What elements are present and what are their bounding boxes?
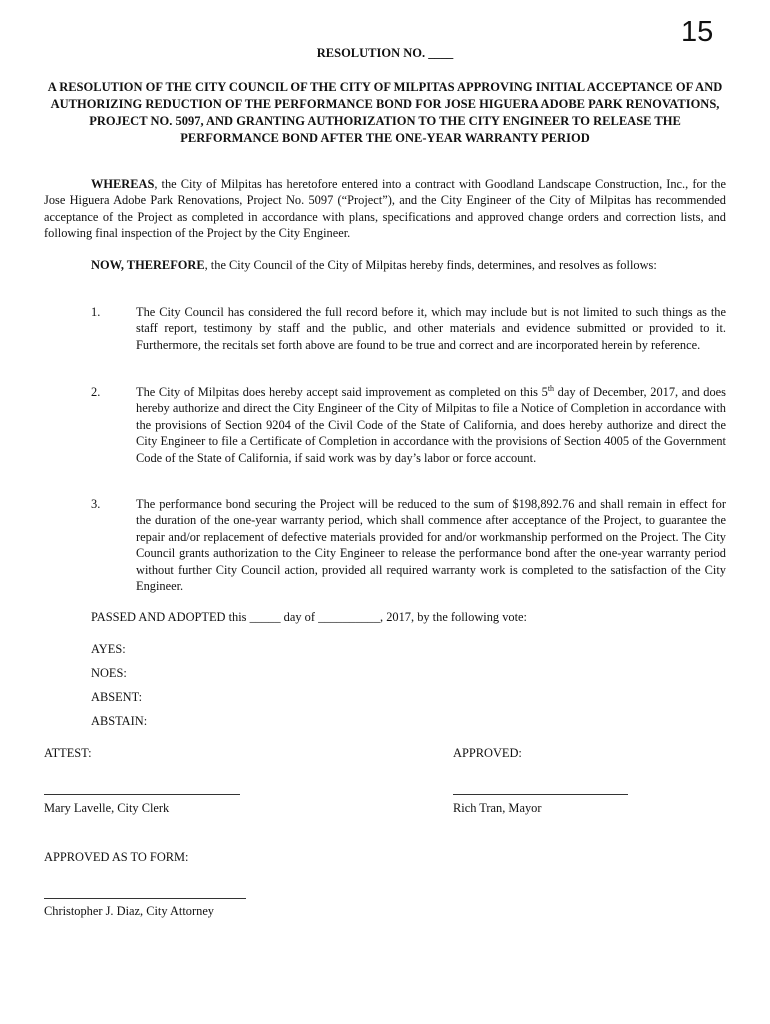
approved-label: APPROVED: — [453, 746, 522, 760]
item-2-text-a: The City of Milpitas does hereby accept said improvement as completed on this 5 — [136, 385, 548, 399]
mayor-signature-line — [453, 794, 628, 795]
vote-absent: ABSENT: — [91, 690, 143, 704]
now-therefore-text: , the City Council of the City of Milpitas hereby finds, determines, and resolves as follows: — [204, 258, 657, 272]
item-number-3: 3. — [91, 497, 101, 511]
item-number-2: 2. — [91, 385, 101, 399]
clerk-signature-line — [44, 794, 240, 795]
resolution-number: RESOLUTION NO. ____ — [316, 46, 454, 60]
item-2-ordinal: th — [547, 383, 555, 393]
attorney-name: Christopher J. Diaz, City Attorney — [44, 904, 215, 918]
now-therefore-lead: NOW, THEREFORE — [91, 258, 205, 272]
vote-noes: NOES: — [91, 666, 127, 680]
item-text-3: The performance bond securing the Project will be reduced to the sum of $198,892.76 and shall remain in effect for the duration of the one-year warranty period, which shall commence after acceptance of the Project, to guarantee the repair and/or replacement of defective materials provided for and/or workmanship performed on the Project. The City Council grants authorization to the City Engineer to release the performance bond after the one-year warranty period without further City Council action, provided all required warranty work is completed to the satisfaction of the City Engineer. — [136, 497, 726, 594]
whereas-text: , the City of Milpitas has heretofore entered into a contract with Goodland Landscape Construction, Inc., for the Jose Higuera Adobe Park Renovations, Project No. 5097 (“Project”), and the City Engineer of the City of Milpitas has recommended acceptance of the Project as completed in accordance with plans, specifications and approved change orders and correction lists, and following final inspection of the Project by the City Engineer. — [44, 177, 726, 241]
attorney-signature-line — [44, 898, 246, 899]
item-text-1: The City Council has considered the full record before it, which may include but is not limited to such things as the staff report, testimony by staff and the public, and other materials and evidence submitted or provided to it. Furthermore, the recitals set forth above are found to be true and correct and are incorporated herein by reference. — [136, 305, 726, 352]
resolution-title: A RESOLUTION OF THE CITY COUNCIL OF THE CITY OF MILPITAS APPROVING INITIAL ACCEPTANCE OF AND AUTHORIZING REDUCTION OF THE PERFORMANCE BOND FOR JOSE HIGUERA ADOBE PARK RENOVATIONS, PROJECT NO. 5097, AND GRANTING AUTHORIZATION TO THE CITY ENGINEER TO RELEASE THE PERFORMANCE BOND AFTER THE ONE-YEAR WARRANTY PERIOD — [47, 80, 723, 145]
now-therefore-paragraph — [44, 257, 726, 273]
passed-adopted-line: PASSED AND ADOPTED this _____ day of __________, 2017, by the following vote: — [91, 610, 527, 624]
approved-as-to-form-label: APPROVED AS TO FORM: — [44, 850, 189, 864]
page-number: 15 — [681, 16, 714, 48]
clerk-name: Mary Lavelle, City Clerk — [44, 801, 170, 815]
item-number-1: 1. — [91, 305, 101, 319]
item-text-2 — [136, 384, 726, 466]
mayor-name: Rich Tran, Mayor — [453, 801, 542, 815]
vote-abstain: ABSTAIN: — [91, 714, 148, 728]
item-2-text-b: day of December, 2017, and does hereby authorize and direct the City Engineer of the City of Milpitas to file a Notice of Completion in accordance with the provisions of Section 9204 of the Civil Code of the State of California, and does hereby authorize and direct the City Engineer to file a Certificate of Completion in accordance with the provisions of Section 4005 of the Government Code of the State of California, if said work was by day’s labor or force account. — [136, 385, 726, 465]
attest-label: ATTEST: — [44, 746, 92, 760]
whereas-lead: WHEREAS — [91, 177, 155, 191]
whereas-paragraph — [44, 176, 726, 242]
vote-ayes: AYES: — [91, 642, 126, 656]
